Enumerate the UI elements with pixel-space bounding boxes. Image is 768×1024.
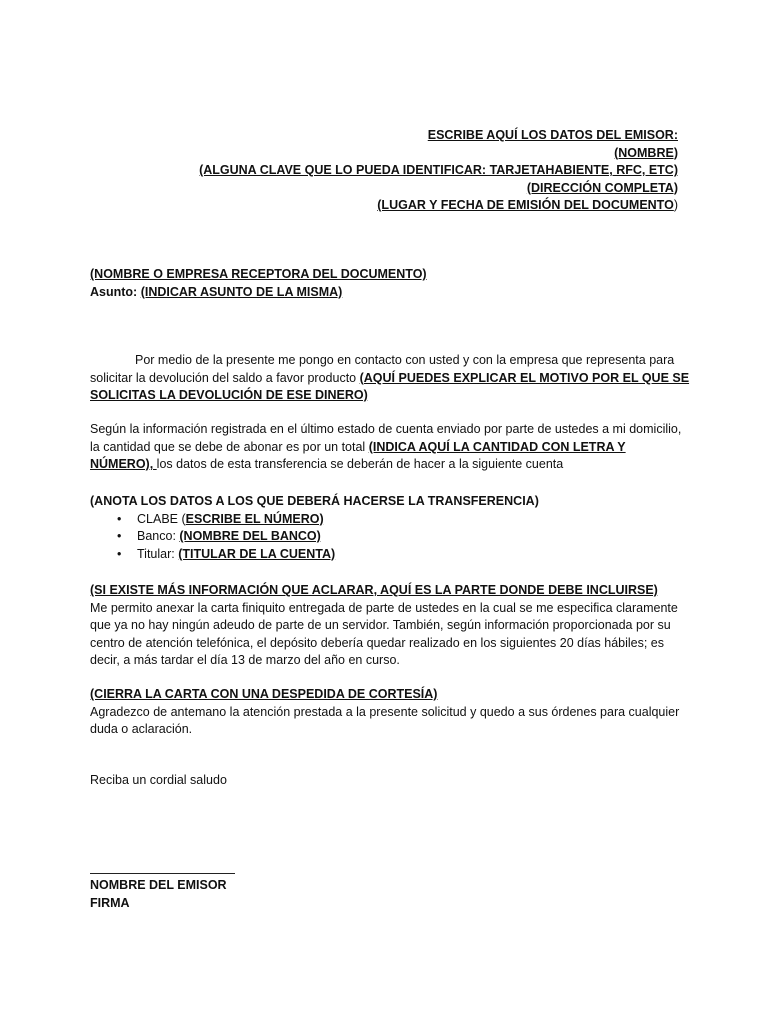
transfer-block [90,493,690,563]
signature-name: NOMBRE DEL EMISOR [90,878,227,892]
reason-placeholder: (AQUÍ PUEDES EXPLICAR EL MOTIVO POR EL QUE SE SOLICITAS LA DEVOLUCIÓN DE ESE DINERO) [90,370,690,402]
subject-value: (INDICAR ASUNTO DE LA MISMA) [140,284,343,299]
salutation: Reciba un cordial saludo [90,773,227,787]
paragraph-amount: Según la información registrada en el último estado de cuenta enviado por parte de ustedes a mi domicilio, la cantidad que se debe de abonar es por un total (INDICA AQUÍ LA CANTIDAD CON LETRA Y NÚMERO), los datos de esta transferencia se deberán de hacer a la siguiente cuenta [90,422,682,471]
transfer-heading: (ANOTA LOS DATOS A LOS QUE DEBERÁ HACERSE LA TRANSFERENCIA) [90,494,539,508]
closing-heading: (CIERRA LA CARTA CON UNA DESPEDIDA DE CORTESÍA) [90,687,438,701]
amount-placeholder: (INDICA AQUÍ LA CANTIDAD CON LETRA Y NÚMERO), [90,439,626,471]
more-info-block [90,582,690,670]
more-info-text: Me permito anexar la carta finiquito entregada de parte de ustedes en la cual se me especifica claramente que ya no hay ningún adeudo de parte de un servidor. También, según información proporcionada por su centro de atención telefónica, el depósito debería quedar realizado en los siguientes 20 días hábiles; es decir, a más tardar el día 13 de marzo del año en curso. [90,600,678,667]
signature-label: FIRMA [90,895,130,910]
subject-label: Asunto: [90,284,141,299]
sender-header [78,127,678,215]
closing-text: Agradezco de antemano la atención prestada a la presente solicitud y quedo a sus órdenes para cualquier duda o aclaración. [90,704,680,736]
sender-place-date: (LUGAR Y FECHA DE EMISIÓN DEL DOCUMENTO) [377,198,678,212]
sender-address: (DIRECCIÓN COMPLETA) [526,180,678,195]
recipient-name: (NOMBRE O EMPRESA RECEPTORA DEL DOCUMENTO) [90,267,427,281]
sender-id: (ALGUNA CLAVE QUE LO PUEDA IDENTIFICAR: TARJETAHABIENTE, RFC, ETC) [199,163,678,177]
paragraph-request: Por medio de la presente me pongo en contacto con usted y con la empresa que representa para solicitar la devolución del saldo a favor producto (AQUÍ PUEDES EXPLICAR EL MOTIVO POR EL QUE SE SOLICITAS LA DEVOLUCIÓN DE ESE DINERO) [90,353,690,402]
sender-title: ESCRIBE AQUÍ LOS DATOS DEL EMISOR: [427,128,678,142]
transfer-list [90,511,690,564]
more-info-heading: (SI EXISTE MÁS INFORMACIÓN QUE ACLARAR, AQUÍ ES LA PARTE DONDE DEBE INCLUIRSE) [90,583,658,597]
signature-line [90,873,235,874]
list-item: • Banco: (NOMBRE DEL BANCO) [117,529,321,543]
list-item: • Titular: (TITULAR DE LA CUENTA) [117,546,336,561]
subject-line [90,284,690,302]
recipient-block [90,266,690,301]
sender-name: (NOMBRE) [614,145,678,160]
signature-block [90,877,690,912]
list-item: • CLABE (ESCRIBE EL NÚMERO) [117,511,324,526]
closing-block [90,686,690,739]
